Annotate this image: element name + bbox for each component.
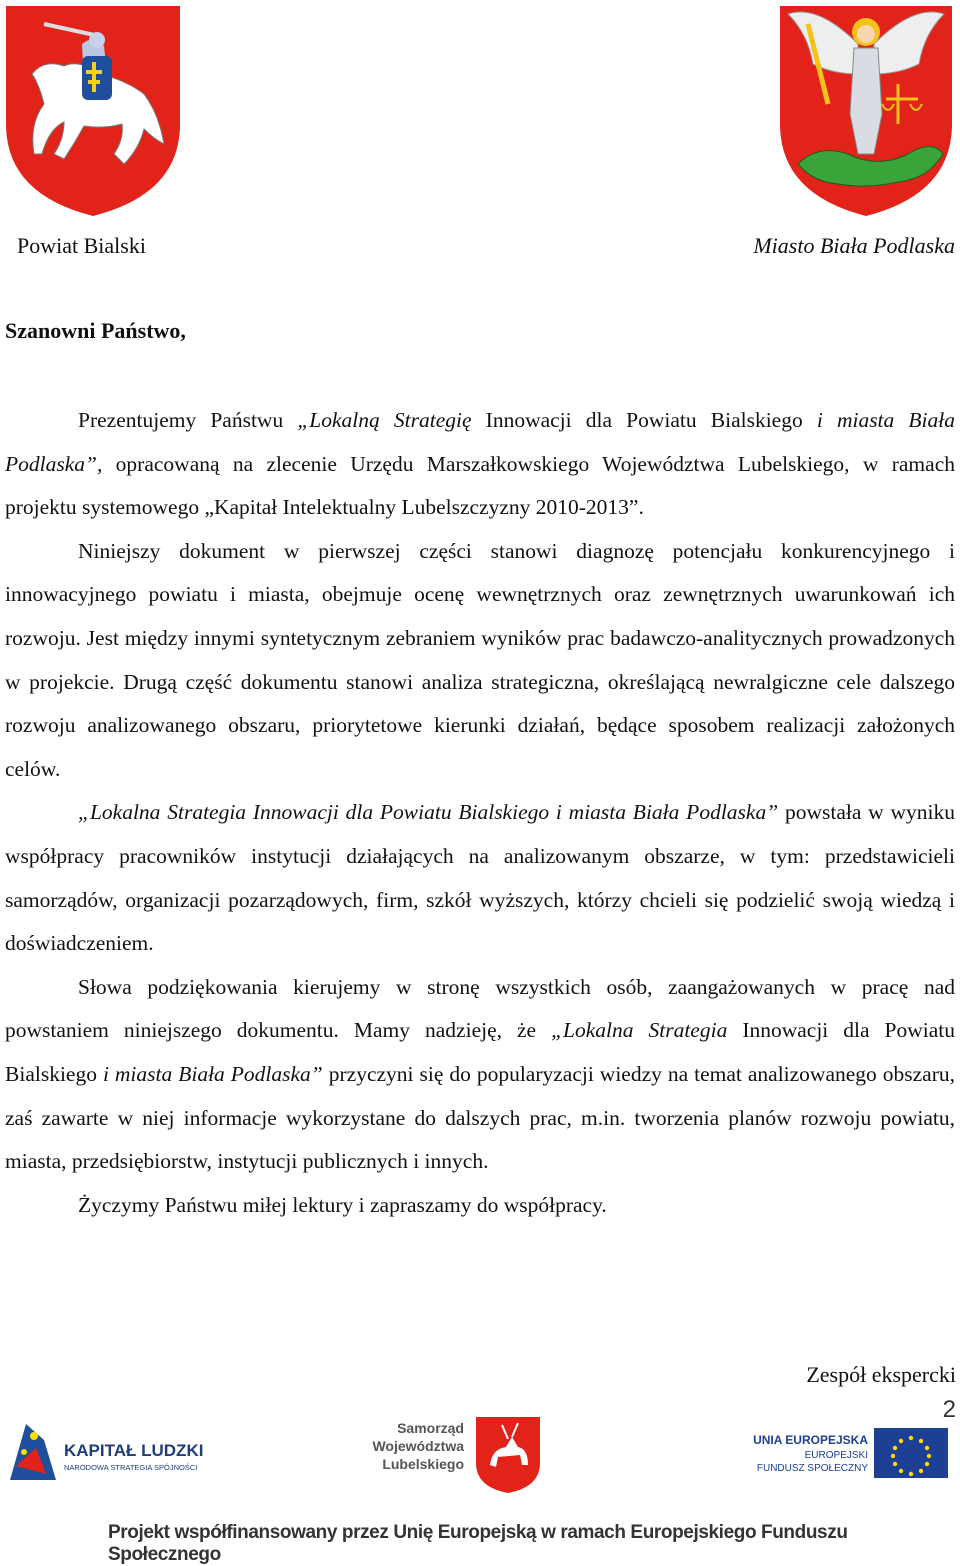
p3-title-italic: „Lokalna Strategia Innowacji dla Powiatu Bialskiego i miasta Biała Podlaska”	[78, 800, 779, 825]
p4-text-e: przyczyni się do popularyzacji wiedzy na temat analizowanego obszaru, zaś zawarte w niej informacje wykorzystane do dalszych prac, m.in. tworzenia planów rozwoju powiatu, miasta, przedsiębiorstw, instytucji publicznych i innych.	[5, 1061, 956, 1174]
p1-title-italic: „Lokalną Strategię	[297, 408, 472, 432]
kapital-ludzki-logo	[6, 1418, 216, 1488]
powiat-bialski-coat-of-arms-icon	[4, 4, 182, 218]
funding-note: Projekt współfinansowany przez Unię Europejską w ramach Europejskiego Funduszu Społecznego	[108, 1522, 848, 1565]
p1-text-e: opracowaną na zlecenie Urzędu Marszałkowskiego Województwa Lubelskiego, w ramach projektu systemowego „Kapitał Intelektualny Lubelszczyzny 2010-2013”.	[5, 451, 955, 520]
kapital-ludzki-title: KAPITAŁ LUDZKI	[64, 1441, 204, 1460]
ue-line3: FUNDUSZ SPOŁECZNY	[756, 1463, 868, 1474]
p4-title-italic: „Lokalna Strategia	[551, 1018, 728, 1043]
p1-text-a: Prezentujemy Państwu	[78, 408, 298, 432]
greeting: Szanowni Państwo,	[5, 318, 186, 343]
p4-text-a: Słowa podziękowania kierujemy w stronę wszystkich osób, zaangażowanych w pracę nad powstaniem niniejszego dokumentu. Mamy nadzieję, że	[5, 974, 955, 1043]
samorzad-lubelski-logo	[372, 1413, 562, 1495]
ue-line1: UNIA EUROPEJSKA	[753, 1433, 868, 1447]
paragraph-closing: Życzymy Państwu miłej lektury i zapraszamy do współpracy.	[78, 1192, 607, 1217]
samorzad-line2: Województwa	[372, 1438, 464, 1454]
miasto-caption: Miasto Biała Podlaska	[753, 233, 955, 258]
samorzad-line1: Samorząd	[397, 1420, 464, 1436]
signature: Zespół ekspercki	[806, 1362, 956, 1387]
letter-body	[5, 399, 955, 1227]
p1-title-italic-2: i miasta Biała Podlaska”,	[5, 408, 955, 476]
biala-podlaska-coat-of-arms-icon	[778, 4, 954, 218]
p1-text-c: Innowacji dla Powiatu Bialskiego	[471, 408, 817, 432]
paragraph-cooperation	[5, 791, 955, 965]
p4-text-c: Innowacji dla Powiatu Bialskiego	[5, 1018, 955, 1086]
ue-line2: EUROPEJSKI	[804, 1450, 868, 1461]
p4-title-italic-2: i miasta Biała Podlaska”	[102, 1061, 323, 1086]
paragraph-thanks	[5, 966, 955, 1184]
unia-europejska-efs-logo	[752, 1416, 952, 1492]
p3-text: powstała w wyniku współpracy pracowników instytucji działających na analizowanym obszarze, w tym: przedstawicieli samorządów, organizacji pozarządowych, firm, szkół wyższych, którzy chcieli się podzielić swoją wiedzą i doświadczeniem.	[5, 800, 955, 956]
kapital-ludzki-subtitle: NARODOWA STRATEGIA SPÓJNOŚCI	[64, 1463, 198, 1472]
samorzad-line3: Lubelskiego	[382, 1456, 464, 1472]
paragraph-intro	[5, 399, 955, 530]
page-number: 2	[942, 1396, 956, 1423]
paragraph-diagnosis: Niniejszy dokument w pierwszej części stanowi diagnozę potencjału konkurencyjnego i innowacyjnego powiatu i miasta, obejmuje ocenę wewnętrznych oraz zewnętrznych uwarunkowań ich rozwoju. Jest między innymi syntetycznym zebraniem wyników prac badawczo-analitycznych prowadzonych w projekcie. Drugą część dokumentu stanowi analiza strategiczna, określającą newralgiczne cele dalszego rozwoju analizowanego obszaru, priorytetowe kierunki działań, będące sposobem realizacji założonych celów.	[5, 538, 955, 781]
eu-flag-icon	[874, 1428, 948, 1478]
powiat-caption: Powiat Bialski	[17, 233, 146, 258]
